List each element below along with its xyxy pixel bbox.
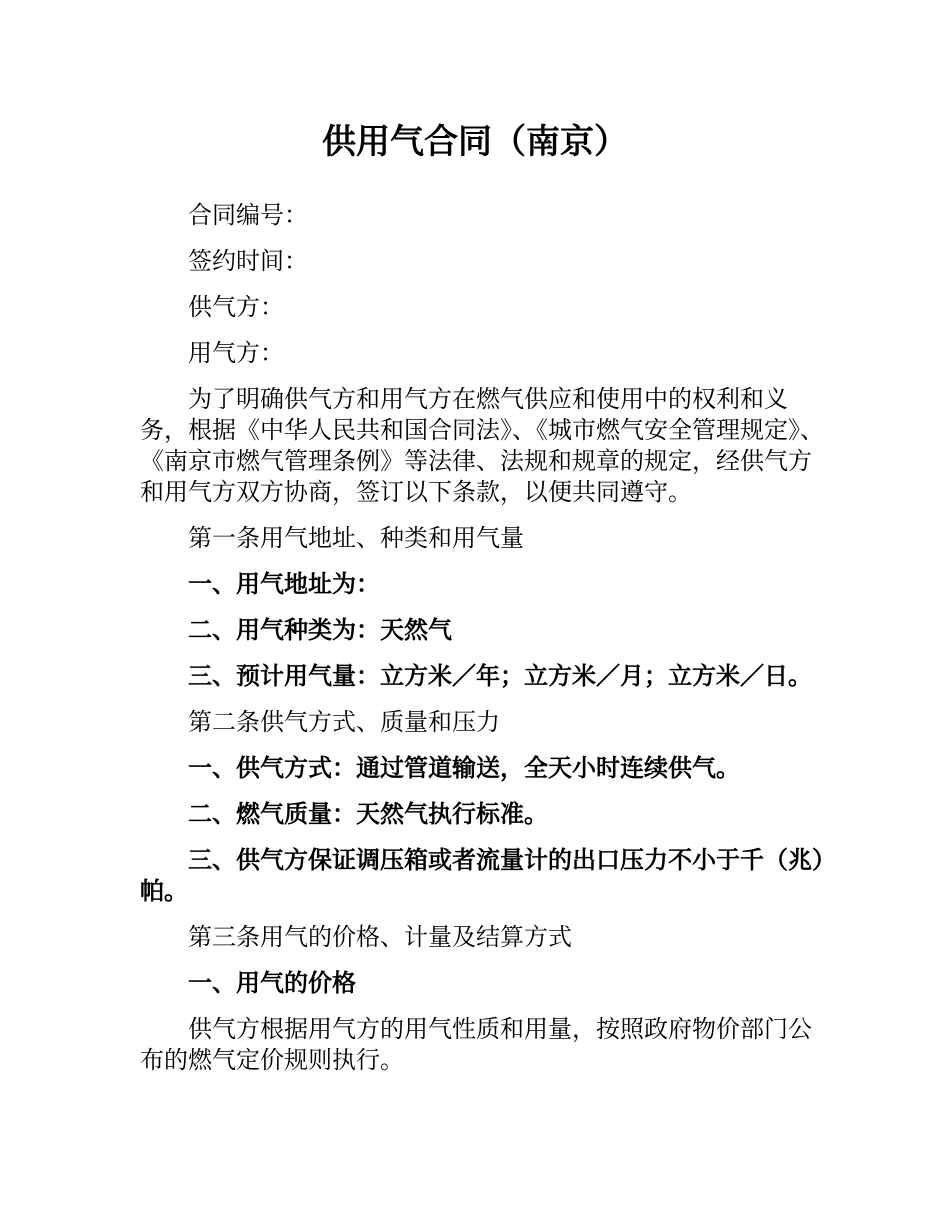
article-2-item-1: 一、供气方式：通过管道输送，全天小时连续供气。 [188, 754, 740, 782]
article-2-item-3: 三、供气方保证调压箱或者流量计的出口压力不小于千（兆）帕。 [140, 846, 824, 905]
paragraph-contract-number: 合同编号： [188, 201, 308, 229]
article-1-item-3: 三、预计用气量：立方米／年；立方米／月；立方米／日。 [188, 662, 812, 690]
document-title: 供用气合同（南京） [322, 122, 628, 162]
article-3-item-1: 一、用气的价格 [188, 969, 356, 997]
paragraph-preamble: 为了明确供气方和用气方在燃气供应和使用中的权利和义务，根据《中华人民共和国合同法》、《城市燃气安全管理规定》、《南京市燃气管理条例》等法律、法规和规章的规定，经供气方和用气方双方协商，签订以下条款，以便共同遵守。 [140, 385, 824, 506]
article-1-item-2: 二、用气种类为：天然气 [188, 616, 452, 644]
document-body [140, 200, 830, 1091]
article-1-heading: 第一条用气地址、种类和用气量 [188, 524, 524, 552]
article-3-item-1-body: 供气方根据用气方的用气性质和用量，按照政府物价部门公布的燃气定价规则执行。 [140, 1015, 812, 1074]
paragraph-supplier: 供气方： [188, 293, 284, 321]
article-2-item-2: 二、燃气质量：天然气执行标准。 [188, 800, 548, 828]
article-1-item-1: 一、用气地址为： [188, 570, 380, 598]
paragraph-signing-date: 签约时间： [188, 247, 308, 275]
article-3-heading: 第三条用气的价格、计量及结算方式 [188, 923, 572, 951]
paragraph-user: 用气方： [188, 339, 284, 367]
article-2-heading: 第二条供气方式、质量和压力 [188, 708, 500, 736]
